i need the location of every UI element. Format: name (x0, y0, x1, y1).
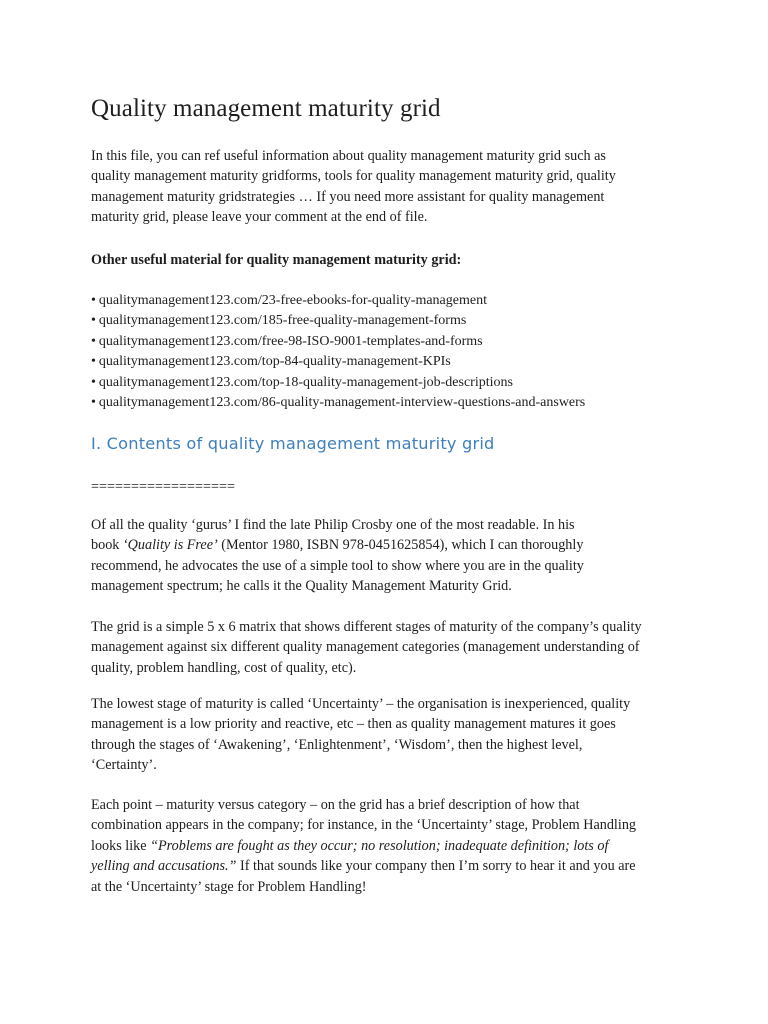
intro-line: quality management maturity gridforms, tools for quality management maturity grid, quality (91, 168, 616, 185)
paragraph-line: recommend, he advocates the use of a simple tool to show where you are in the quality (91, 557, 584, 574)
text-run: book (91, 537, 123, 554)
bullet-icon: • (91, 374, 96, 390)
quote-text: yelling and accusations.” (91, 858, 237, 875)
book-title: ‘Quality is Free’ (122, 537, 218, 554)
bullet-icon: • (91, 395, 96, 411)
list-item[interactable] (91, 311, 585, 331)
paragraph-line: management is a low priority and reactive, etc – then as quality management matures it goes (91, 716, 616, 733)
paragraph-line: The grid is a simple 5 x 6 matrix that shows different stages of maturity of the company’s quality (91, 619, 642, 635)
intro-line: maturity grid, please leave your comment at the end of file. (91, 209, 428, 226)
text-run: If that sounds like your company then I’m sorry to hear it and you are (236, 858, 636, 875)
link-text[interactable]: qualitymanagement123.com/23-free-ebooks-for-quality-management (98, 293, 487, 308)
other-material-heading: Other useful material for quality management maturity grid: (91, 252, 462, 268)
bullet-icon: • (91, 293, 96, 308)
link-text[interactable]: qualitymanagement123.com/top-18-quality-management-job-descriptions (98, 374, 513, 390)
paragraph-line: through the stages of ‘Awakening’, ‘Enlightenment’, ‘Wisdom’, then the highest level, (91, 736, 583, 753)
paragraph-line: management against six different quality management categories (management understanding of (91, 639, 640, 656)
link-text[interactable]: qualitymanagement123.com/86-quality-management-interview-questions-and-answers (98, 395, 586, 411)
bullet-icon: • (91, 354, 96, 370)
crosby-paragraph (91, 515, 584, 597)
paragraph-line: quality, problem handling, cost of quality, etc). (91, 659, 357, 676)
paragraph-line (91, 856, 636, 876)
section-heading: I. Contents of quality management maturity grid (91, 434, 495, 453)
example-paragraph (91, 795, 636, 897)
text-run: looks like (91, 837, 151, 854)
paragraph-line: management spectrum; he calls it the Quality Management Maturity Grid. (91, 578, 512, 595)
paragraph-line: combination appears in the company; for instance, in the ‘Uncertainty’ stage, Problem Handling (91, 817, 637, 834)
intro-line: management maturity gridstrategies … If you need more assistant for quality management (91, 188, 605, 205)
link-text[interactable]: qualitymanagement123.com/free-98-ISO-9001-templates-and-forms (98, 333, 483, 349)
paragraph-line (91, 535, 584, 555)
link-text[interactable]: qualitymanagement123.com/top-84-quality-management-KPIs (98, 354, 451, 370)
link-text[interactable]: qualitymanagement123.com/185-free-quality-management-forms (98, 313, 467, 329)
paragraph-line (91, 836, 636, 856)
intro-paragraph (91, 146, 616, 228)
separator-rule: ================== (91, 479, 236, 495)
quote-text: “Problems are fought as they occur; no resolution; inadequate definition; lots of (150, 837, 609, 854)
document-title: Quality management maturity grid (91, 95, 441, 122)
text-run: (Mentor 1980, ISBN 978-0451625854), which I can thoroughly (217, 537, 584, 554)
paragraph-line: The lowest stage of maturity is called ‘Uncertainty’ – the organisation is inexperienced, quality (91, 696, 631, 712)
paragraph-line: Each point – maturity versus category – on the grid has a brief description of how that (91, 797, 580, 813)
list-item[interactable] (91, 291, 585, 311)
stages-paragraph (91, 694, 630, 776)
list-item[interactable] (91, 373, 585, 393)
list-item[interactable] (91, 393, 585, 413)
intro-line: In this file, you can ref useful information about quality management maturity grid such as (91, 148, 606, 164)
list-item[interactable] (91, 332, 585, 352)
paragraph-line: ‘Certainty’. (91, 757, 157, 774)
grid-paragraph (91, 617, 642, 678)
paragraph-line: Of all the quality ‘gurus’ I find the late Philip Crosby one of the most readable. In his (91, 517, 575, 533)
bullet-icon: • (91, 313, 96, 329)
bullet-icon: • (91, 333, 96, 349)
list-item[interactable] (91, 352, 585, 372)
paragraph-line: at the ‘Uncertainty’ stage for Problem Handling! (91, 878, 367, 895)
link-list (91, 291, 585, 413)
